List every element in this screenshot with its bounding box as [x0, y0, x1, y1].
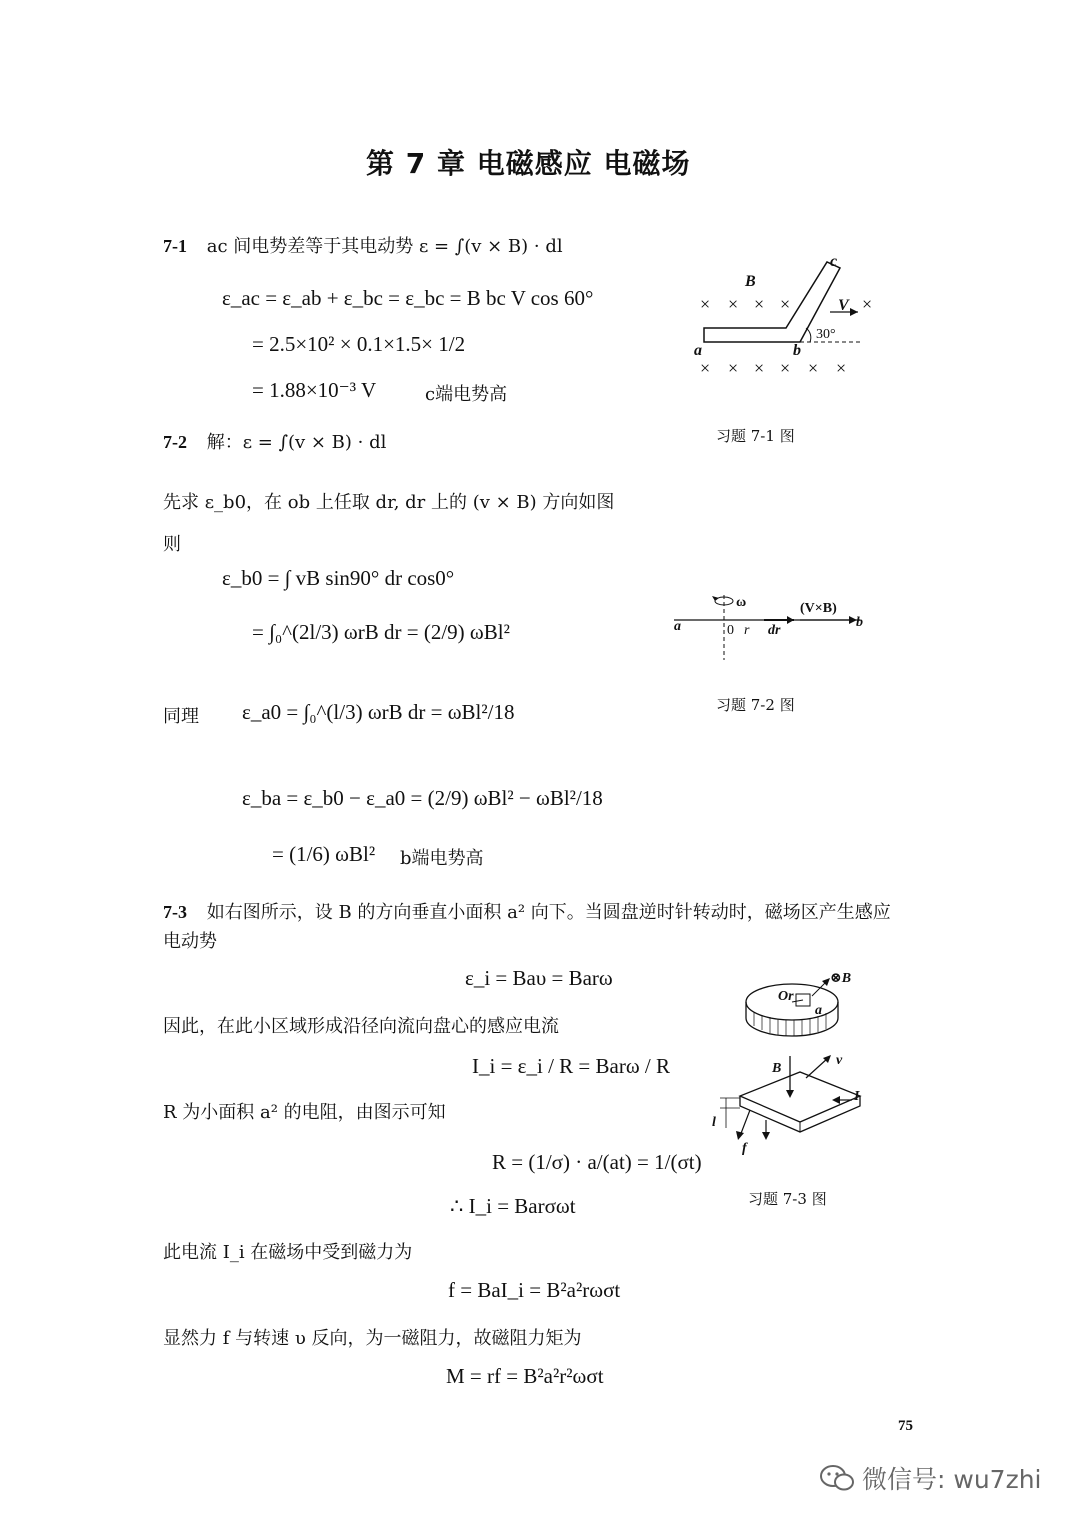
figure-7-2 [672, 590, 872, 665]
fig71-angle: 30° [816, 327, 836, 342]
text-7-2-same: 同理 [163, 706, 199, 727]
problem-7-3-text1 [163, 898, 891, 924]
eq-7-3-5: f = BaI_i = B²a²rωσt [448, 1278, 621, 1302]
problem-7-3-text4: 此电流 I_i 在磁场中受到磁力为 [163, 1242, 413, 1263]
eq-7-3-2: I_i = ε_i / R = Barω / R [472, 1054, 670, 1078]
figure-7-3 [700, 960, 880, 1160]
svg-text:×: × [728, 294, 739, 314]
fig72-label-dr: dr [768, 623, 781, 638]
svg-text:×: × [700, 294, 711, 314]
problem-7-2-label: 7-2 [163, 432, 187, 452]
fig72-label-vxb: (V×B) [800, 601, 837, 616]
eq-7-1-1: ε_ac = ε_ab + ε_bc = ε_bc = B bc V cos 60° [222, 286, 594, 310]
problem-7-3-text1b: 电动势 [163, 931, 217, 952]
eq-7-2-1: ε_b0 = ∫ vB sin90° dr cos0° [222, 566, 455, 590]
problem-7-2-intro-text: 解：ε = ∫(v × B) · dl [206, 432, 387, 453]
problem-7-1-intro-text: ac 间电势差等于其电动势 ε = ∫(v × B) · dl [206, 236, 563, 257]
text-7-2-1: 先求 ε_b0，在 ob 上任取 dr, dr 上的 (v × B) 方向如图 [163, 492, 615, 513]
caption-7-3: 习题 7-3 图 [748, 1190, 827, 1208]
svg-text:×: × [728, 358, 739, 378]
fig72-label-omega: ω [736, 595, 747, 610]
problem-7-1-intro [163, 232, 563, 258]
watermark [818, 1460, 1041, 1496]
eq-7-3-1: ε_i = Baυ = Barω [465, 966, 613, 990]
problem-7-3-label: 7-3 [163, 902, 187, 922]
eq-7-3-3: R = (1/σ) · a/(at) = 1/(σt) [492, 1150, 702, 1174]
problem-7-3-text2: 因此，在此小区域形成沿径向流向盘心的感应电流 [163, 1016, 559, 1037]
svg-text:×: × [700, 358, 711, 378]
svg-text:×: × [808, 358, 819, 378]
eq-7-2-3: ε_a0 = ∫₀^(l/3) ωrB dr = ωBl²/18 [242, 700, 515, 724]
problem-7-3-text1-body: 如右图所示，设 B 的方向垂直小面积 a² 向下。当圆盘逆时针转动时，磁场区产生感应 [206, 902, 891, 923]
eq-7-2-5: = (1/6) ωBl² [272, 842, 376, 866]
fig73-label-I: I [854, 1089, 860, 1104]
fig71-label-a: a [694, 342, 702, 359]
fig73-label-v: v [836, 1053, 843, 1068]
eq-7-3-6: M = rf = B²a²r²ωσt [446, 1364, 604, 1388]
chapter-title: 第 7 章 电磁感应 电磁场 [366, 147, 691, 180]
watermark-text: 微信号: wu7zhi [862, 1465, 1042, 1494]
fig71-label-V: V [838, 297, 849, 314]
svg-text:×: × [780, 294, 791, 314]
problem-7-3-text3: R 为小面积 a² 的电阻，由图示可知 [163, 1102, 446, 1123]
problem-7-3-text5: 显然力 f 与转速 υ 反向，为一磁阻力，故磁阻力矩为 [163, 1328, 582, 1349]
caption-7-1: 习题 7-1 图 [716, 427, 795, 445]
text-7-2-2: 则 [163, 534, 181, 555]
fig73-label-Or: Or [778, 989, 794, 1004]
fig71-label-B: B [745, 273, 756, 290]
fig71-label-c: c [830, 253, 838, 270]
problem-7-1-label: 7-1 [163, 236, 187, 256]
fig73-label-B: B [772, 1061, 782, 1076]
fig73-label-B-top: ⊗B [830, 971, 852, 986]
fig71-label-b: b [793, 342, 801, 359]
eq-7-3-4: ∴ I_i = Barσωt [450, 1194, 576, 1218]
figure-7-1 [690, 250, 890, 385]
fig73-label-f: f [742, 1141, 747, 1156]
svg-text:×: × [754, 358, 765, 378]
fig73-label-l: l [712, 1115, 716, 1130]
caption-7-2: 习题 7-2 图 [716, 696, 795, 714]
problem-7-2-intro [163, 428, 386, 454]
fig72-label-r: r [744, 623, 750, 638]
wechat-icon [818, 1463, 858, 1493]
svg-text:×: × [862, 294, 873, 314]
note-7-2: b端电势高 [400, 848, 484, 869]
fig73-label-a: a [815, 1003, 822, 1018]
svg-text:×: × [836, 358, 847, 378]
note-7-1: c端电势高 [425, 384, 508, 405]
eq-7-2-2: = ∫₀^(2l/3) ωrB dr = (2/9) ωBl² [252, 620, 510, 644]
eq-7-2-4: ε_ba = ε_b0 − ε_a0 = (2/9) ωBl² − ωBl²/18 [242, 786, 603, 810]
svg-text:×: × [754, 294, 765, 314]
svg-text:×: × [780, 358, 791, 378]
fig72-label-0: 0 [727, 623, 734, 638]
page-number: 75 [898, 1418, 913, 1434]
fig72-label-a: a [674, 619, 681, 634]
fig72-label-b: b [856, 615, 863, 630]
eq-7-1-2: = 2.5×10² × 0.1×1.5× 1/2 [252, 332, 466, 356]
eq-7-1-3: = 1.88×10⁻³ V [252, 378, 377, 402]
